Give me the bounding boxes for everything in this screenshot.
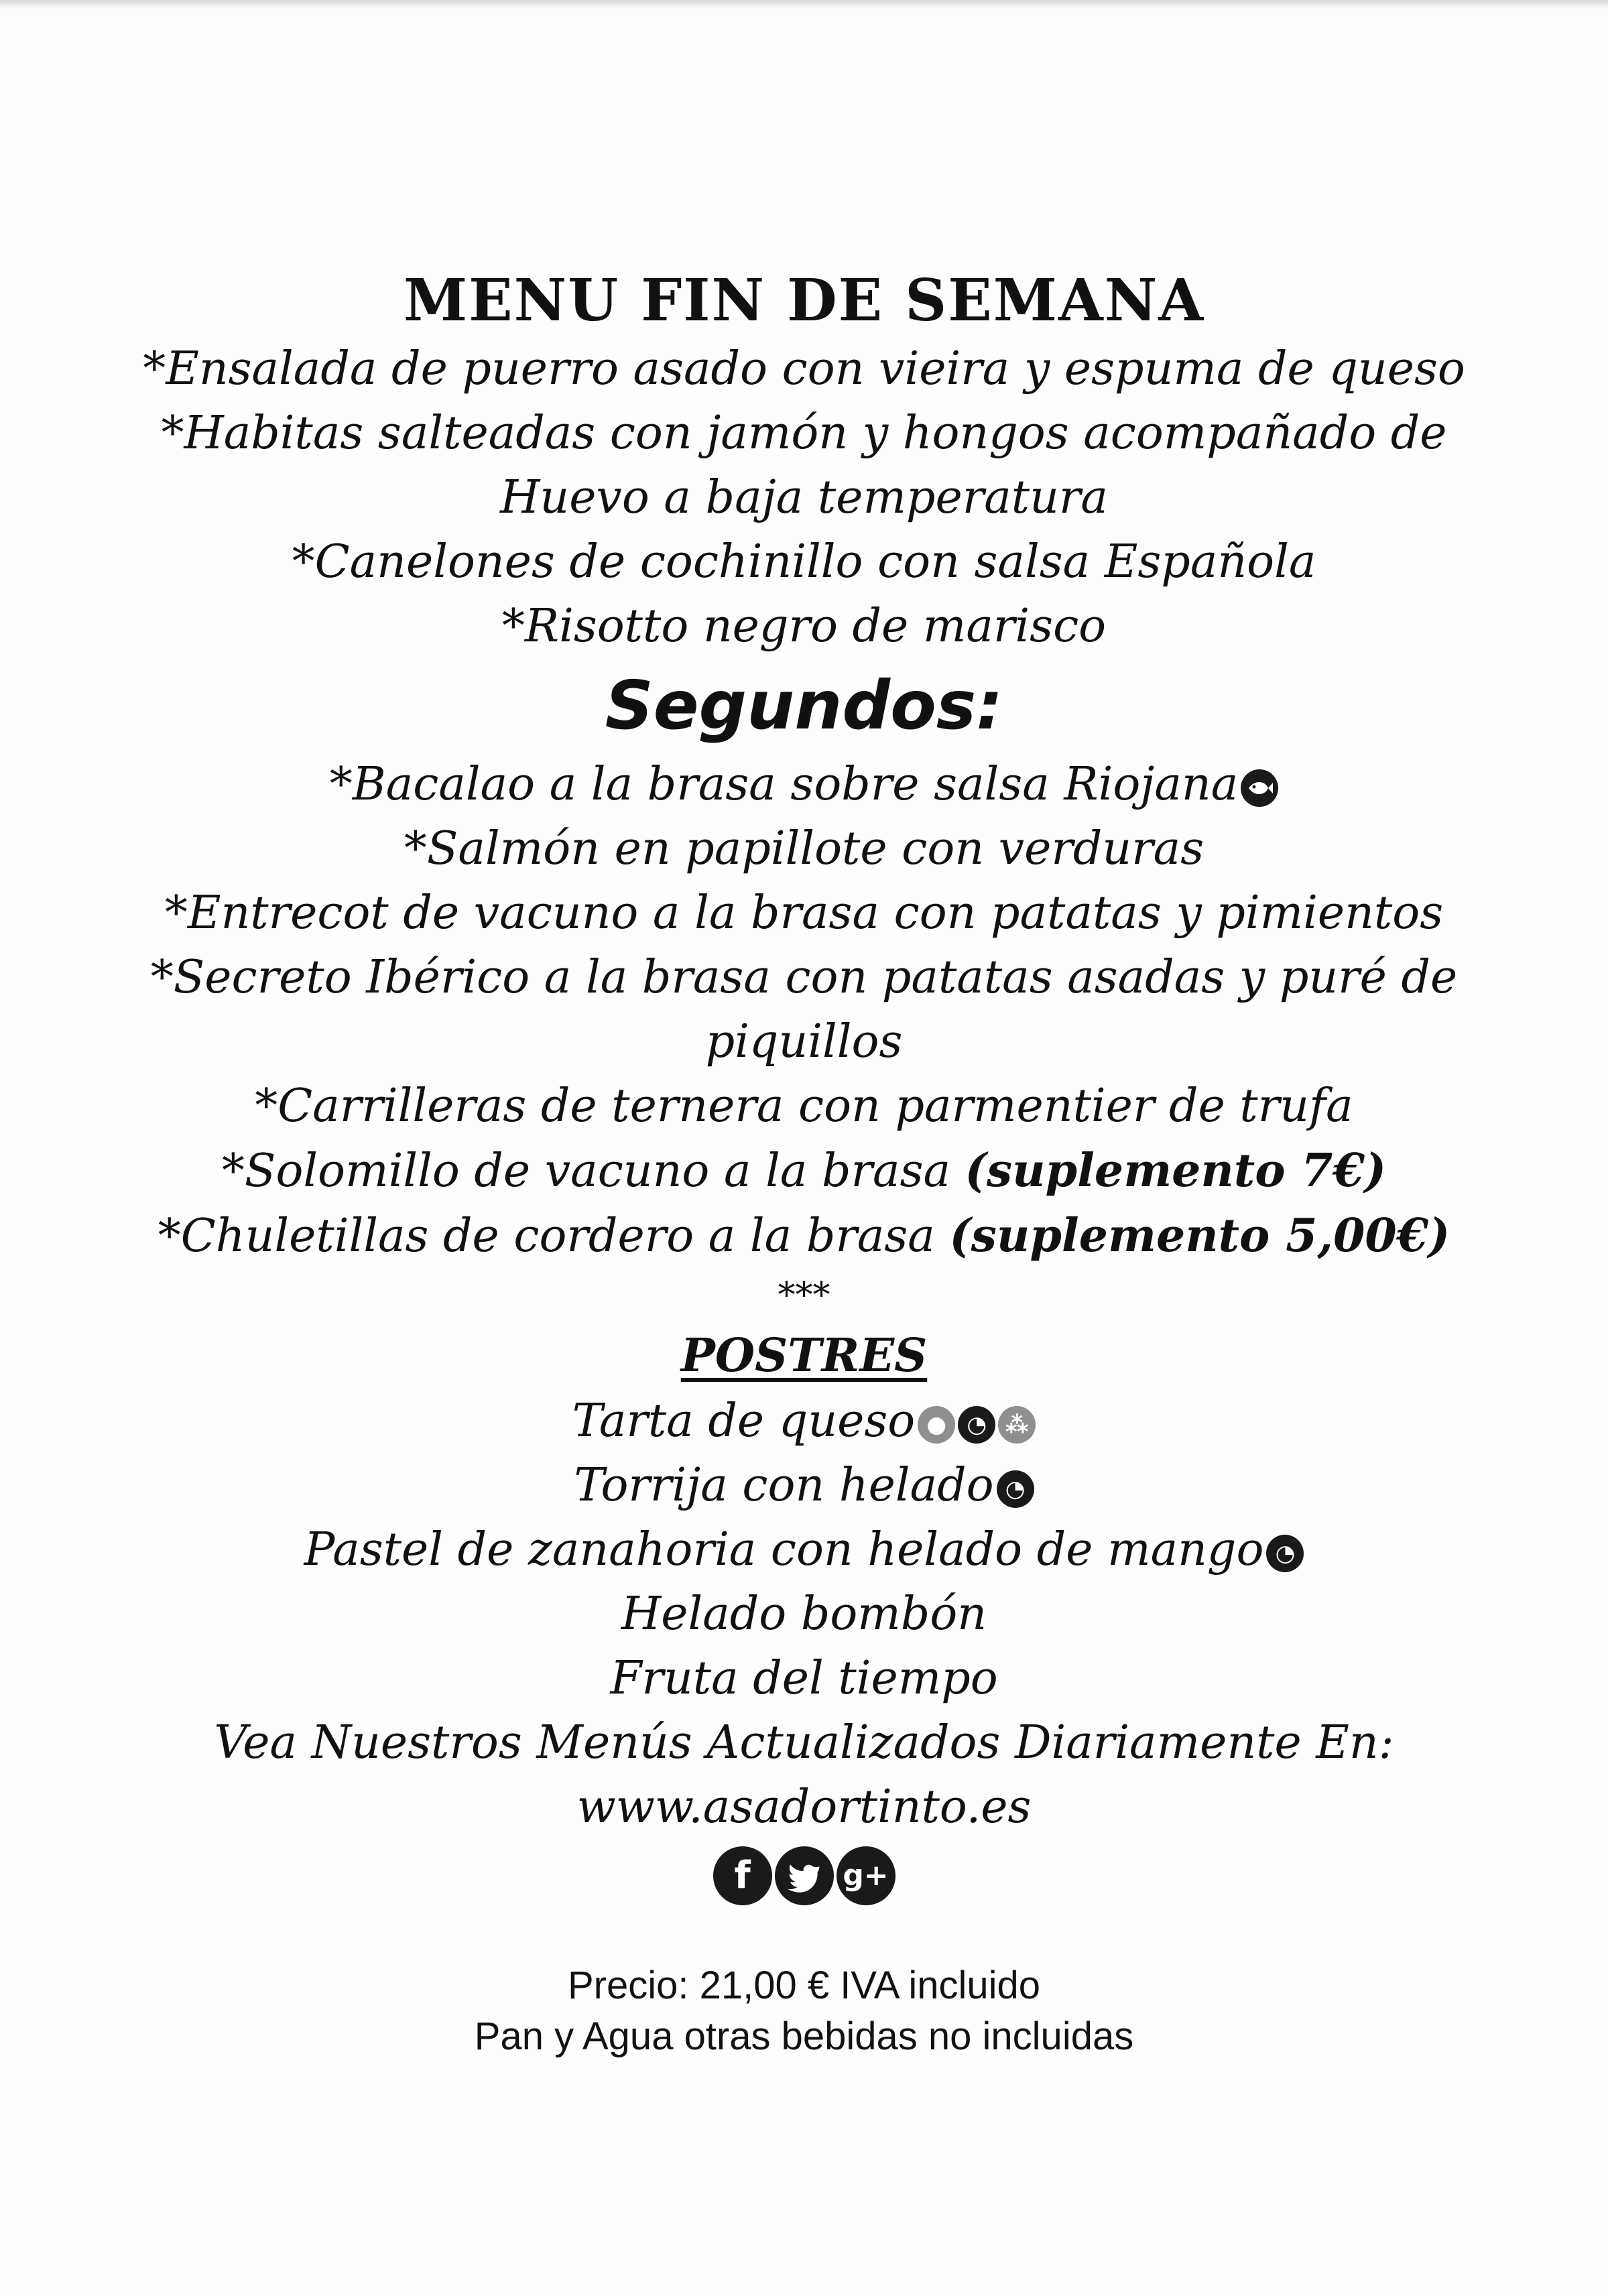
milk-allergen-icon: ◔ <box>958 1406 995 1444</box>
postres-list <box>67 1389 1541 1840</box>
social-icons <box>67 1846 1541 1913</box>
postre-item-label: Torrija con helado <box>574 1459 994 1512</box>
milk-allergen-icon: ◔ <box>997 1470 1034 1508</box>
segundo-item-label: *Bacalao a la brasa sobre salsa Riojana <box>329 758 1239 811</box>
segundo-item <box>67 753 1541 817</box>
primero-item: Huevo a baja temperatura <box>500 471 1108 524</box>
segundos-heading: Segundos: <box>605 666 1003 745</box>
primero-item: *Canelones de cochinillo con salsa Española <box>292 535 1316 588</box>
scan-edge <box>0 0 1608 9</box>
separator: *** <box>778 1275 830 1316</box>
segundos-list <box>67 753 1541 1269</box>
twitter-icon[interactable] <box>775 1846 834 1905</box>
facebook-icon[interactable]: f <box>713 1846 772 1905</box>
website-link[interactable]: www.asadortinto.es <box>576 1781 1032 1834</box>
price-text: Precio: 21,00 € IVA incluido <box>567 1964 1041 2007</box>
googleplus-icon[interactable]: g+ <box>837 1846 895 1905</box>
segundo-item-label: *Chuletillas de cordero a la brasa <box>158 1210 950 1263</box>
primero-item: *Risotto negro de marisco <box>501 600 1107 653</box>
price-block <box>67 1960 1541 2062</box>
drinks-note: Pan y Agua otras bebidas no incluidas <box>474 2015 1134 2058</box>
postre-item <box>67 1518 1541 1582</box>
postre-item-label: Tarta de queso <box>572 1395 916 1448</box>
postre-item: Fruta del tiempo <box>610 1652 998 1705</box>
primeros-list <box>67 337 1541 659</box>
primero-item: *Habitas salteadas con jamón y hongos acompañado de <box>161 407 1447 460</box>
menu-content <box>67 265 1541 2062</box>
menu-notice: Vea Nuestros Menús Actualizados Diariamente En: <box>214 1716 1394 1769</box>
segundo-item-suplemento <box>67 1139 1541 1204</box>
segundo-item-label: *Solomillo de vacuno a la brasa <box>221 1145 965 1198</box>
postre-item-label: Pastel de zanahoria con helado de mango <box>304 1523 1264 1576</box>
suplemento-note: (suplemento 7€) <box>965 1144 1387 1198</box>
segundo-item: *Carrilleras de ternera con parmentier de trufa <box>255 1080 1353 1133</box>
menu-title: MENU FIN DE SEMANA <box>403 267 1205 334</box>
suplemento-note: (suplemento 5,00€) <box>949 1209 1450 1263</box>
postre-item <box>67 1389 1541 1454</box>
egg-allergen-icon: ● <box>918 1406 955 1444</box>
postre-item: Helado bombón <box>621 1588 987 1641</box>
segundo-item: *Entrecot de vacuno a la brasa con patatas y pimientos <box>164 887 1444 940</box>
segundo-item: *Salmón en papillote con verduras <box>404 822 1204 875</box>
milk-allergen-icon: ◔ <box>1266 1535 1304 1572</box>
postre-item <box>67 1454 1541 1518</box>
segundo-item: piquillos <box>705 1015 903 1068</box>
fish-allergen-icon <box>1241 769 1278 807</box>
postres-heading: POSTRES <box>680 1329 928 1383</box>
primero-item: *Ensalada de puerro asado con vieira y espuma de queso <box>143 342 1465 395</box>
segundo-item: *Secreto Ibérico a la brasa con patatas asadas y puré de <box>150 951 1458 1004</box>
gluten-allergen-icon: ⁂ <box>998 1406 1036 1444</box>
segundo-item-suplemento <box>67 1204 1541 1269</box>
